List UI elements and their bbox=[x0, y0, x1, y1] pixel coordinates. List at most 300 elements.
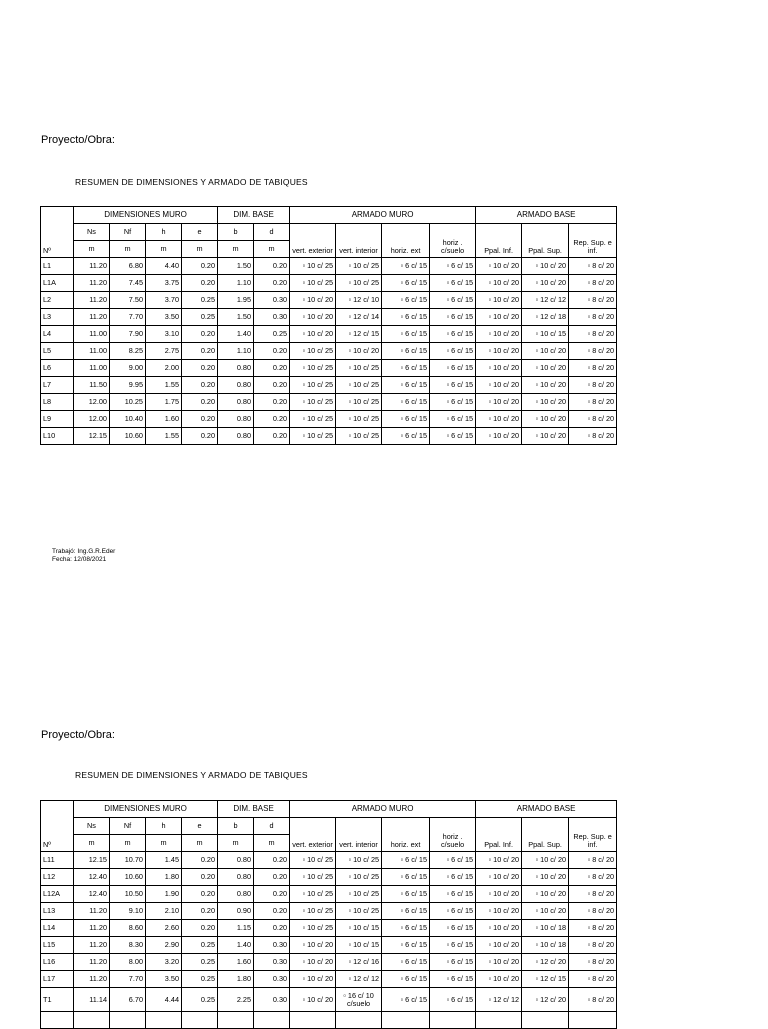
table-cell: ▫ 10 c/ 25 bbox=[290, 411, 336, 428]
table-cell: 10.25 bbox=[110, 394, 146, 411]
header-unit: m bbox=[110, 835, 146, 852]
table-cell: 0.20 bbox=[182, 343, 218, 360]
table-cell: 1.80 bbox=[146, 869, 182, 886]
header-vert-int: vert. interior bbox=[336, 818, 382, 852]
table-cell: 0.20 bbox=[254, 869, 290, 886]
table-cell: 0.20 bbox=[182, 428, 218, 445]
table-cell: ▫ 6 c/ 15 bbox=[382, 258, 430, 275]
table-cell: 0.20 bbox=[254, 411, 290, 428]
table-cell: 0.20 bbox=[182, 326, 218, 343]
table-cell: ▫ 8 c/ 20 bbox=[569, 292, 617, 309]
table-cell: ▫ 6 c/ 15 bbox=[382, 275, 430, 292]
table-cell: ▫ 10 c/ 25 bbox=[336, 394, 382, 411]
header-h: h bbox=[146, 818, 182, 835]
table-cell: 0.20 bbox=[254, 343, 290, 360]
table-cell: 10.60 bbox=[110, 428, 146, 445]
table-cell: 1.95 bbox=[218, 292, 254, 309]
table-cell: ▫ 6 c/ 15 bbox=[430, 326, 476, 343]
table-cell: 0.80 bbox=[218, 411, 254, 428]
table-cell: 4.44 bbox=[146, 988, 182, 1012]
table-cell: ▫ 10 c/ 20 bbox=[476, 937, 522, 954]
table-cell: 1.60 bbox=[146, 411, 182, 428]
row-id-cell: L10 bbox=[41, 428, 74, 445]
table-cell: ▫ 10 c/ 25 bbox=[290, 920, 336, 937]
table-cell: 9.95 bbox=[110, 377, 146, 394]
row-id-cell bbox=[41, 1012, 74, 1029]
table-cell: ▫ 10 c/ 20 bbox=[522, 903, 569, 920]
header-dim-base: DIM. BASE bbox=[218, 801, 290, 818]
table-cell bbox=[569, 1012, 617, 1029]
table-cell: ▫ 10 c/ 20 bbox=[522, 411, 569, 428]
header-vert-ext: vert. exterior bbox=[290, 818, 336, 852]
table-cell: ▫ 8 c/ 20 bbox=[569, 411, 617, 428]
table-row bbox=[41, 988, 617, 1012]
table-cell: 1.15 bbox=[218, 920, 254, 937]
table-cell: ▫ 6 c/ 15 bbox=[382, 428, 430, 445]
table-cell: ▫ 10 c/ 20 bbox=[476, 869, 522, 886]
header-ns: Ns bbox=[74, 818, 110, 835]
table-cell: 2.75 bbox=[146, 343, 182, 360]
table-cell: 4.40 bbox=[146, 258, 182, 275]
table-cell: 0.20 bbox=[182, 869, 218, 886]
table-cell: 0.25 bbox=[254, 326, 290, 343]
table-cell: 8.30 bbox=[110, 937, 146, 954]
table-cell: ▫ 6 c/ 15 bbox=[430, 937, 476, 954]
table-cell: ▫ 10 c/ 20 bbox=[476, 275, 522, 292]
table-cell: ▫ 6 c/ 15 bbox=[382, 954, 430, 971]
project-label: Proyecto/Obra: bbox=[41, 134, 115, 146]
table-cell: ▫ 10 c/ 25 bbox=[336, 852, 382, 869]
table-cell: 0.30 bbox=[254, 988, 290, 1012]
table-cell: ▫ 8 c/ 20 bbox=[569, 258, 617, 275]
table-cell: ▫ 10 c/ 25 bbox=[336, 411, 382, 428]
table-cell: 2.00 bbox=[146, 360, 182, 377]
table-cell: ▫ 10 c/ 20 bbox=[522, 886, 569, 903]
table-row bbox=[41, 343, 617, 360]
table-cell: 3.20 bbox=[146, 954, 182, 971]
table-cell: 8.25 bbox=[110, 343, 146, 360]
table-cell: ▫ 6 c/ 15 bbox=[382, 377, 430, 394]
header-unit: m bbox=[218, 241, 254, 258]
table-cell: ▫ 8 c/ 20 bbox=[569, 988, 617, 1012]
table-cell: ▫ 8 c/ 20 bbox=[569, 920, 617, 937]
footer-trabajo: Trabajó: Ing.G.R.Eder bbox=[52, 548, 116, 555]
table-cell: ▫ 10 c/ 20 bbox=[522, 377, 569, 394]
table-cell: ▫ 10 c/ 20 bbox=[476, 852, 522, 869]
table-cell: 8.60 bbox=[110, 920, 146, 937]
header-unit: m bbox=[146, 241, 182, 258]
header-unit: m bbox=[74, 835, 110, 852]
header-armado-base: ARMADO BASE bbox=[476, 801, 617, 818]
table-cell: ▫ 12 c/ 12 bbox=[522, 292, 569, 309]
footer-fecha: Fecha: 12/08/2021 bbox=[52, 556, 107, 563]
table-cell: 0.80 bbox=[218, 886, 254, 903]
table-cell: ▫ 10 c/ 20 bbox=[290, 954, 336, 971]
table-cell: 1.45 bbox=[146, 852, 182, 869]
table-cell: 7.50 bbox=[110, 292, 146, 309]
table-cell: 0.25 bbox=[182, 988, 218, 1012]
table-cell: ▫ 8 c/ 20 bbox=[569, 869, 617, 886]
summary-table bbox=[40, 206, 617, 445]
table-cell: 12.00 bbox=[74, 411, 110, 428]
table-cell: ▫ 12 c/ 20 bbox=[522, 954, 569, 971]
table-cell: ▫ 6 c/ 15 bbox=[430, 988, 476, 1012]
table-cell: 1.50 bbox=[218, 309, 254, 326]
table-cell: ▫ 6 c/ 15 bbox=[382, 343, 430, 360]
table-row bbox=[41, 411, 617, 428]
table-cell: 10.70 bbox=[110, 852, 146, 869]
table-cell: 9.00 bbox=[110, 360, 146, 377]
table-cell: 0.20 bbox=[254, 394, 290, 411]
footer-credits bbox=[52, 548, 115, 564]
table-cell: ▫ 6 c/ 15 bbox=[382, 886, 430, 903]
table-cell: 8.00 bbox=[110, 954, 146, 971]
table-cell: ▫ 10 c/ 25 bbox=[336, 377, 382, 394]
table-cell: ▫ 6 c/ 15 bbox=[382, 988, 430, 1012]
table-cell: ▫ 6 c/ 15 bbox=[382, 360, 430, 377]
table-cell: ▫ 10 c/ 20 bbox=[476, 394, 522, 411]
row-id-cell: L6 bbox=[41, 360, 74, 377]
table-cell: 11.00 bbox=[74, 360, 110, 377]
table-cell: ▫ 10 c/ 20 bbox=[476, 886, 522, 903]
header-h: h bbox=[146, 224, 182, 241]
table-cell: ▫ 10 c/ 20 bbox=[476, 326, 522, 343]
table-cell: ▫ 10 c/ 25 bbox=[290, 377, 336, 394]
table-cell: 11.20 bbox=[74, 903, 110, 920]
table-cell: ▫ 12 c/ 12 bbox=[336, 971, 382, 988]
table-cell: ▫ 10 c/ 20 bbox=[290, 326, 336, 343]
table-cell: ▫ 6 c/ 15 bbox=[430, 428, 476, 445]
table-cell: ▫ 10 c/ 25 bbox=[290, 428, 336, 445]
table-cell: ▫ 10 c/ 20 bbox=[336, 343, 382, 360]
table-cell: ▫ 6 c/ 15 bbox=[382, 869, 430, 886]
table-cell: ▫ 10 c/ 20 bbox=[476, 343, 522, 360]
table-cell: ▫ 8 c/ 20 bbox=[569, 343, 617, 360]
table-cell: 2.60 bbox=[146, 920, 182, 937]
header-unit: m bbox=[110, 241, 146, 258]
table-cell: ▫ 10 c/ 25 bbox=[336, 360, 382, 377]
table-cell bbox=[182, 1012, 218, 1029]
table-cell: ▫ 10 c/ 20 bbox=[522, 869, 569, 886]
table-cell: ▫ 16 c/ 10 c/suelo bbox=[336, 988, 382, 1012]
row-id-cell: L1 bbox=[41, 258, 74, 275]
table-cell: ▫ 6 c/ 15 bbox=[430, 394, 476, 411]
table-cell: ▫ 10 c/ 20 bbox=[290, 971, 336, 988]
row-id-cell: L17 bbox=[41, 971, 74, 988]
table-cell: 11.20 bbox=[74, 258, 110, 275]
table-cell: 0.20 bbox=[182, 258, 218, 275]
table-cell: ▫ 6 c/ 15 bbox=[382, 326, 430, 343]
table-cell: ▫ 12 c/ 16 bbox=[336, 954, 382, 971]
table-cell: 0.20 bbox=[182, 886, 218, 903]
row-id-cell: L9 bbox=[41, 411, 74, 428]
header-nf: Nf bbox=[110, 224, 146, 241]
header-rep-sup: Rep. Sup. e inf. bbox=[569, 224, 617, 258]
table-cell: ▫ 6 c/ 15 bbox=[430, 852, 476, 869]
table-cell: 0.30 bbox=[254, 292, 290, 309]
header-ppal-inf: Ppal. Inf. bbox=[476, 224, 522, 258]
table-cell: 0.25 bbox=[182, 971, 218, 988]
table-cell: 10.40 bbox=[110, 411, 146, 428]
header-row-symbols bbox=[41, 818, 617, 835]
table-row bbox=[41, 920, 617, 937]
table-cell: ▫ 10 c/ 20 bbox=[290, 309, 336, 326]
table-cell: ▫ 10 c/ 25 bbox=[336, 903, 382, 920]
table-cell: ▫ 8 c/ 20 bbox=[569, 377, 617, 394]
table-cell: ▫ 10 c/ 20 bbox=[476, 309, 522, 326]
table-cell: ▫ 6 c/ 15 bbox=[382, 920, 430, 937]
table-cell: 1.80 bbox=[218, 971, 254, 988]
table-cell: 0.20 bbox=[254, 275, 290, 292]
table-cell bbox=[218, 1012, 254, 1029]
table-row bbox=[41, 377, 617, 394]
header-no: Nº bbox=[41, 801, 74, 852]
table-cell: ▫ 10 c/ 25 bbox=[290, 394, 336, 411]
table-cell: ▫ 10 c/ 20 bbox=[476, 920, 522, 937]
table-cell: 1.50 bbox=[218, 258, 254, 275]
table-cell: 0.80 bbox=[218, 869, 254, 886]
table-cell: 12.40 bbox=[74, 869, 110, 886]
table-row bbox=[41, 394, 617, 411]
header-no: Nº bbox=[41, 207, 74, 258]
table-cell: 1.10 bbox=[218, 343, 254, 360]
table-cell: ▫ 6 c/ 15 bbox=[430, 309, 476, 326]
table-cell: ▫ 8 c/ 20 bbox=[569, 971, 617, 988]
table-cell: ▫ 8 c/ 20 bbox=[569, 937, 617, 954]
table-cell: 7.90 bbox=[110, 326, 146, 343]
table-cell: 0.25 bbox=[182, 292, 218, 309]
table-cell: ▫ 10 c/ 25 bbox=[290, 343, 336, 360]
table-cell: ▫ 6 c/ 15 bbox=[382, 292, 430, 309]
table-cell: ▫ 6 c/ 15 bbox=[382, 971, 430, 988]
header-unit: m bbox=[182, 241, 218, 258]
table-cell: 7.70 bbox=[110, 971, 146, 988]
table-cell: 0.20 bbox=[254, 903, 290, 920]
row-id-cell: L2 bbox=[41, 292, 74, 309]
table-cell: ▫ 10 c/ 20 bbox=[476, 258, 522, 275]
table-cell: 12.15 bbox=[74, 852, 110, 869]
header-b: b bbox=[218, 224, 254, 241]
table-cell: 0.80 bbox=[218, 394, 254, 411]
table-cell: ▫ 12 c/ 14 bbox=[336, 309, 382, 326]
header-dim-base: DIM. BASE bbox=[218, 207, 290, 224]
table-cell: ▫ 10 c/ 25 bbox=[290, 360, 336, 377]
table-cell: ▫ 6 c/ 15 bbox=[430, 411, 476, 428]
table-cell bbox=[336, 1012, 382, 1029]
table-cell: ▫ 10 c/ 20 bbox=[476, 377, 522, 394]
header-unit: m bbox=[218, 835, 254, 852]
table-cell: 0.20 bbox=[254, 258, 290, 275]
table-cell: ▫ 6 c/ 15 bbox=[430, 258, 476, 275]
header-horiz-ext: horiz. ext bbox=[382, 818, 430, 852]
table-cell bbox=[146, 1012, 182, 1029]
table-cell: 0.20 bbox=[254, 920, 290, 937]
row-id-cell: L1A bbox=[41, 275, 74, 292]
table-cell: ▫ 10 c/ 25 bbox=[336, 428, 382, 445]
table-cell: 6.80 bbox=[110, 258, 146, 275]
table-cell: 0.20 bbox=[182, 377, 218, 394]
header-d: d bbox=[254, 224, 290, 241]
header-e: e bbox=[182, 224, 218, 241]
table-cell: ▫ 12 c/ 20 bbox=[522, 988, 569, 1012]
row-id-cell: T1 bbox=[41, 988, 74, 1012]
table-cell: ▫ 10 c/ 25 bbox=[336, 258, 382, 275]
section-title: RESUMEN DE DIMENSIONES Y ARMADO DE TABIQUES bbox=[75, 177, 308, 187]
table-cell: ▫ 10 c/ 20 bbox=[476, 903, 522, 920]
header-row-groups bbox=[41, 207, 617, 224]
header-armado-muro: ARMADO MURO bbox=[290, 207, 476, 224]
table-cell: ▫ 8 c/ 20 bbox=[569, 309, 617, 326]
table-cell: ▫ 10 c/ 20 bbox=[522, 258, 569, 275]
table-cell: 0.80 bbox=[218, 377, 254, 394]
table-cell: ▫ 10 c/ 20 bbox=[476, 428, 522, 445]
header-nf: Nf bbox=[110, 818, 146, 835]
table-cell: ▫ 12 c/ 15 bbox=[336, 326, 382, 343]
table-cell: ▫ 10 c/ 25 bbox=[336, 869, 382, 886]
table-cell: 11.20 bbox=[74, 920, 110, 937]
row-id-cell: L11 bbox=[41, 852, 74, 869]
table-cell: ▫ 8 c/ 20 bbox=[569, 428, 617, 445]
table-cell bbox=[290, 1012, 336, 1029]
table-cell: 12.40 bbox=[74, 886, 110, 903]
header-horiz-suelo: horiz . c/suelo bbox=[430, 224, 476, 258]
section-title: RESUMEN DE DIMENSIONES Y ARMADO DE TABIQUES bbox=[75, 770, 308, 780]
table-cell: 0.20 bbox=[182, 275, 218, 292]
table-cell: 0.30 bbox=[254, 937, 290, 954]
row-id-cell: L15 bbox=[41, 937, 74, 954]
header-armado-base: ARMADO BASE bbox=[476, 207, 617, 224]
table-cell: ▫ 6 c/ 15 bbox=[430, 920, 476, 937]
table-cell: 0.20 bbox=[254, 886, 290, 903]
table-cell: ▫ 6 c/ 15 bbox=[430, 903, 476, 920]
table-cell: 11.20 bbox=[74, 275, 110, 292]
table-cell: ▫ 8 c/ 20 bbox=[569, 903, 617, 920]
table-cell bbox=[74, 1012, 110, 1029]
table-cell: ▫ 10 c/ 20 bbox=[290, 988, 336, 1012]
table-cell: ▫ 10 c/ 20 bbox=[522, 275, 569, 292]
table-cell: ▫ 6 c/ 15 bbox=[430, 377, 476, 394]
table-cell bbox=[382, 1012, 430, 1029]
table-cell: 0.20 bbox=[254, 852, 290, 869]
header-dimensiones-muro: DIMENSIONES MURO bbox=[74, 207, 218, 224]
project-label: Proyecto/Obra: bbox=[41, 729, 115, 741]
table-cell: 0.20 bbox=[182, 360, 218, 377]
table-row bbox=[41, 275, 617, 292]
table-cell: ▫ 6 c/ 15 bbox=[430, 971, 476, 988]
header-unit: m bbox=[254, 835, 290, 852]
table-row bbox=[41, 869, 617, 886]
table-cell: ▫ 10 c/ 15 bbox=[336, 920, 382, 937]
header-rep-sup: Rep. Sup. e inf. bbox=[569, 818, 617, 852]
table-cell: ▫ 10 c/ 20 bbox=[522, 852, 569, 869]
header-unit: m bbox=[74, 241, 110, 258]
table-cell: 12.15 bbox=[74, 428, 110, 445]
table-cell bbox=[254, 1012, 290, 1029]
table-cell: ▫ 8 c/ 20 bbox=[569, 886, 617, 903]
row-id-cell: L5 bbox=[41, 343, 74, 360]
table-cell: 0.20 bbox=[254, 360, 290, 377]
header-unit: m bbox=[254, 241, 290, 258]
table-cell: 11.00 bbox=[74, 343, 110, 360]
table-cell: 11.20 bbox=[74, 971, 110, 988]
table-cell: 1.55 bbox=[146, 428, 182, 445]
row-id-cell: L13 bbox=[41, 903, 74, 920]
table-cell: 7.70 bbox=[110, 309, 146, 326]
table-row bbox=[41, 971, 617, 988]
table-cell: 0.20 bbox=[182, 903, 218, 920]
table-cell: ▫ 10 c/ 18 bbox=[522, 920, 569, 937]
table-cell: ▫ 6 c/ 15 bbox=[430, 292, 476, 309]
table-cell: 7.45 bbox=[110, 275, 146, 292]
table-cell: ▫ 6 c/ 15 bbox=[382, 937, 430, 954]
table-cell: 2.25 bbox=[218, 988, 254, 1012]
table-cell: 1.55 bbox=[146, 377, 182, 394]
table-cell: 11.50 bbox=[74, 377, 110, 394]
table-cell: 0.80 bbox=[218, 360, 254, 377]
header-armado-muro: ARMADO MURO bbox=[290, 801, 476, 818]
table-cell: ▫ 8 c/ 20 bbox=[569, 360, 617, 377]
table-cell: ▫ 8 c/ 20 bbox=[569, 326, 617, 343]
table-cell bbox=[110, 1012, 146, 1029]
table-cell: ▫ 10 c/ 20 bbox=[476, 360, 522, 377]
table-cell: 0.20 bbox=[254, 377, 290, 394]
table-cell: ▫ 10 c/ 15 bbox=[336, 937, 382, 954]
table-cell: 0.20 bbox=[254, 428, 290, 445]
table-cell bbox=[522, 1012, 569, 1029]
table-cell: ▫ 6 c/ 15 bbox=[382, 394, 430, 411]
table-row bbox=[41, 954, 617, 971]
row-id-cell: L4 bbox=[41, 326, 74, 343]
row-id-cell: L3 bbox=[41, 309, 74, 326]
table-cell: ▫ 10 c/ 15 bbox=[522, 326, 569, 343]
table-cell: 3.75 bbox=[146, 275, 182, 292]
table-cell: 0.25 bbox=[182, 937, 218, 954]
header-ns: Ns bbox=[74, 224, 110, 241]
header-ppal-inf: Ppal. Inf. bbox=[476, 818, 522, 852]
table-cell: ▫ 6 c/ 15 bbox=[430, 886, 476, 903]
table-cell: ▫ 12 c/ 10 bbox=[336, 292, 382, 309]
table-cell: 9.10 bbox=[110, 903, 146, 920]
table-cell: 11.20 bbox=[74, 309, 110, 326]
table-cell: 0.20 bbox=[182, 411, 218, 428]
table-body bbox=[41, 207, 617, 445]
header-ppal-sup: Ppal. Sup. bbox=[522, 224, 569, 258]
table-row bbox=[41, 1012, 617, 1029]
summary-table bbox=[40, 800, 617, 1029]
header-unit: m bbox=[146, 835, 182, 852]
table-row bbox=[41, 937, 617, 954]
table-cell: ▫ 10 c/ 25 bbox=[290, 275, 336, 292]
table-cell: ▫ 6 c/ 15 bbox=[382, 852, 430, 869]
table-cell: 1.90 bbox=[146, 886, 182, 903]
table-cell: ▫ 10 c/ 25 bbox=[290, 903, 336, 920]
table-cell: ▫ 10 c/ 25 bbox=[290, 869, 336, 886]
header-vert-ext: vert. exterior bbox=[290, 224, 336, 258]
table-cell bbox=[476, 1012, 522, 1029]
header-vert-int: vert. interior bbox=[336, 224, 382, 258]
table-cell: ▫ 6 c/ 15 bbox=[430, 343, 476, 360]
table-cell: 3.70 bbox=[146, 292, 182, 309]
table-cell: ▫ 8 c/ 20 bbox=[569, 394, 617, 411]
table-row bbox=[41, 326, 617, 343]
header-e: e bbox=[182, 818, 218, 835]
table-cell: 11.20 bbox=[74, 292, 110, 309]
table-cell: 0.30 bbox=[254, 954, 290, 971]
table-cell: 2.90 bbox=[146, 937, 182, 954]
table-cell: 10.60 bbox=[110, 869, 146, 886]
table-cell: 1.40 bbox=[218, 326, 254, 343]
table-cell: ▫ 10 c/ 25 bbox=[290, 258, 336, 275]
